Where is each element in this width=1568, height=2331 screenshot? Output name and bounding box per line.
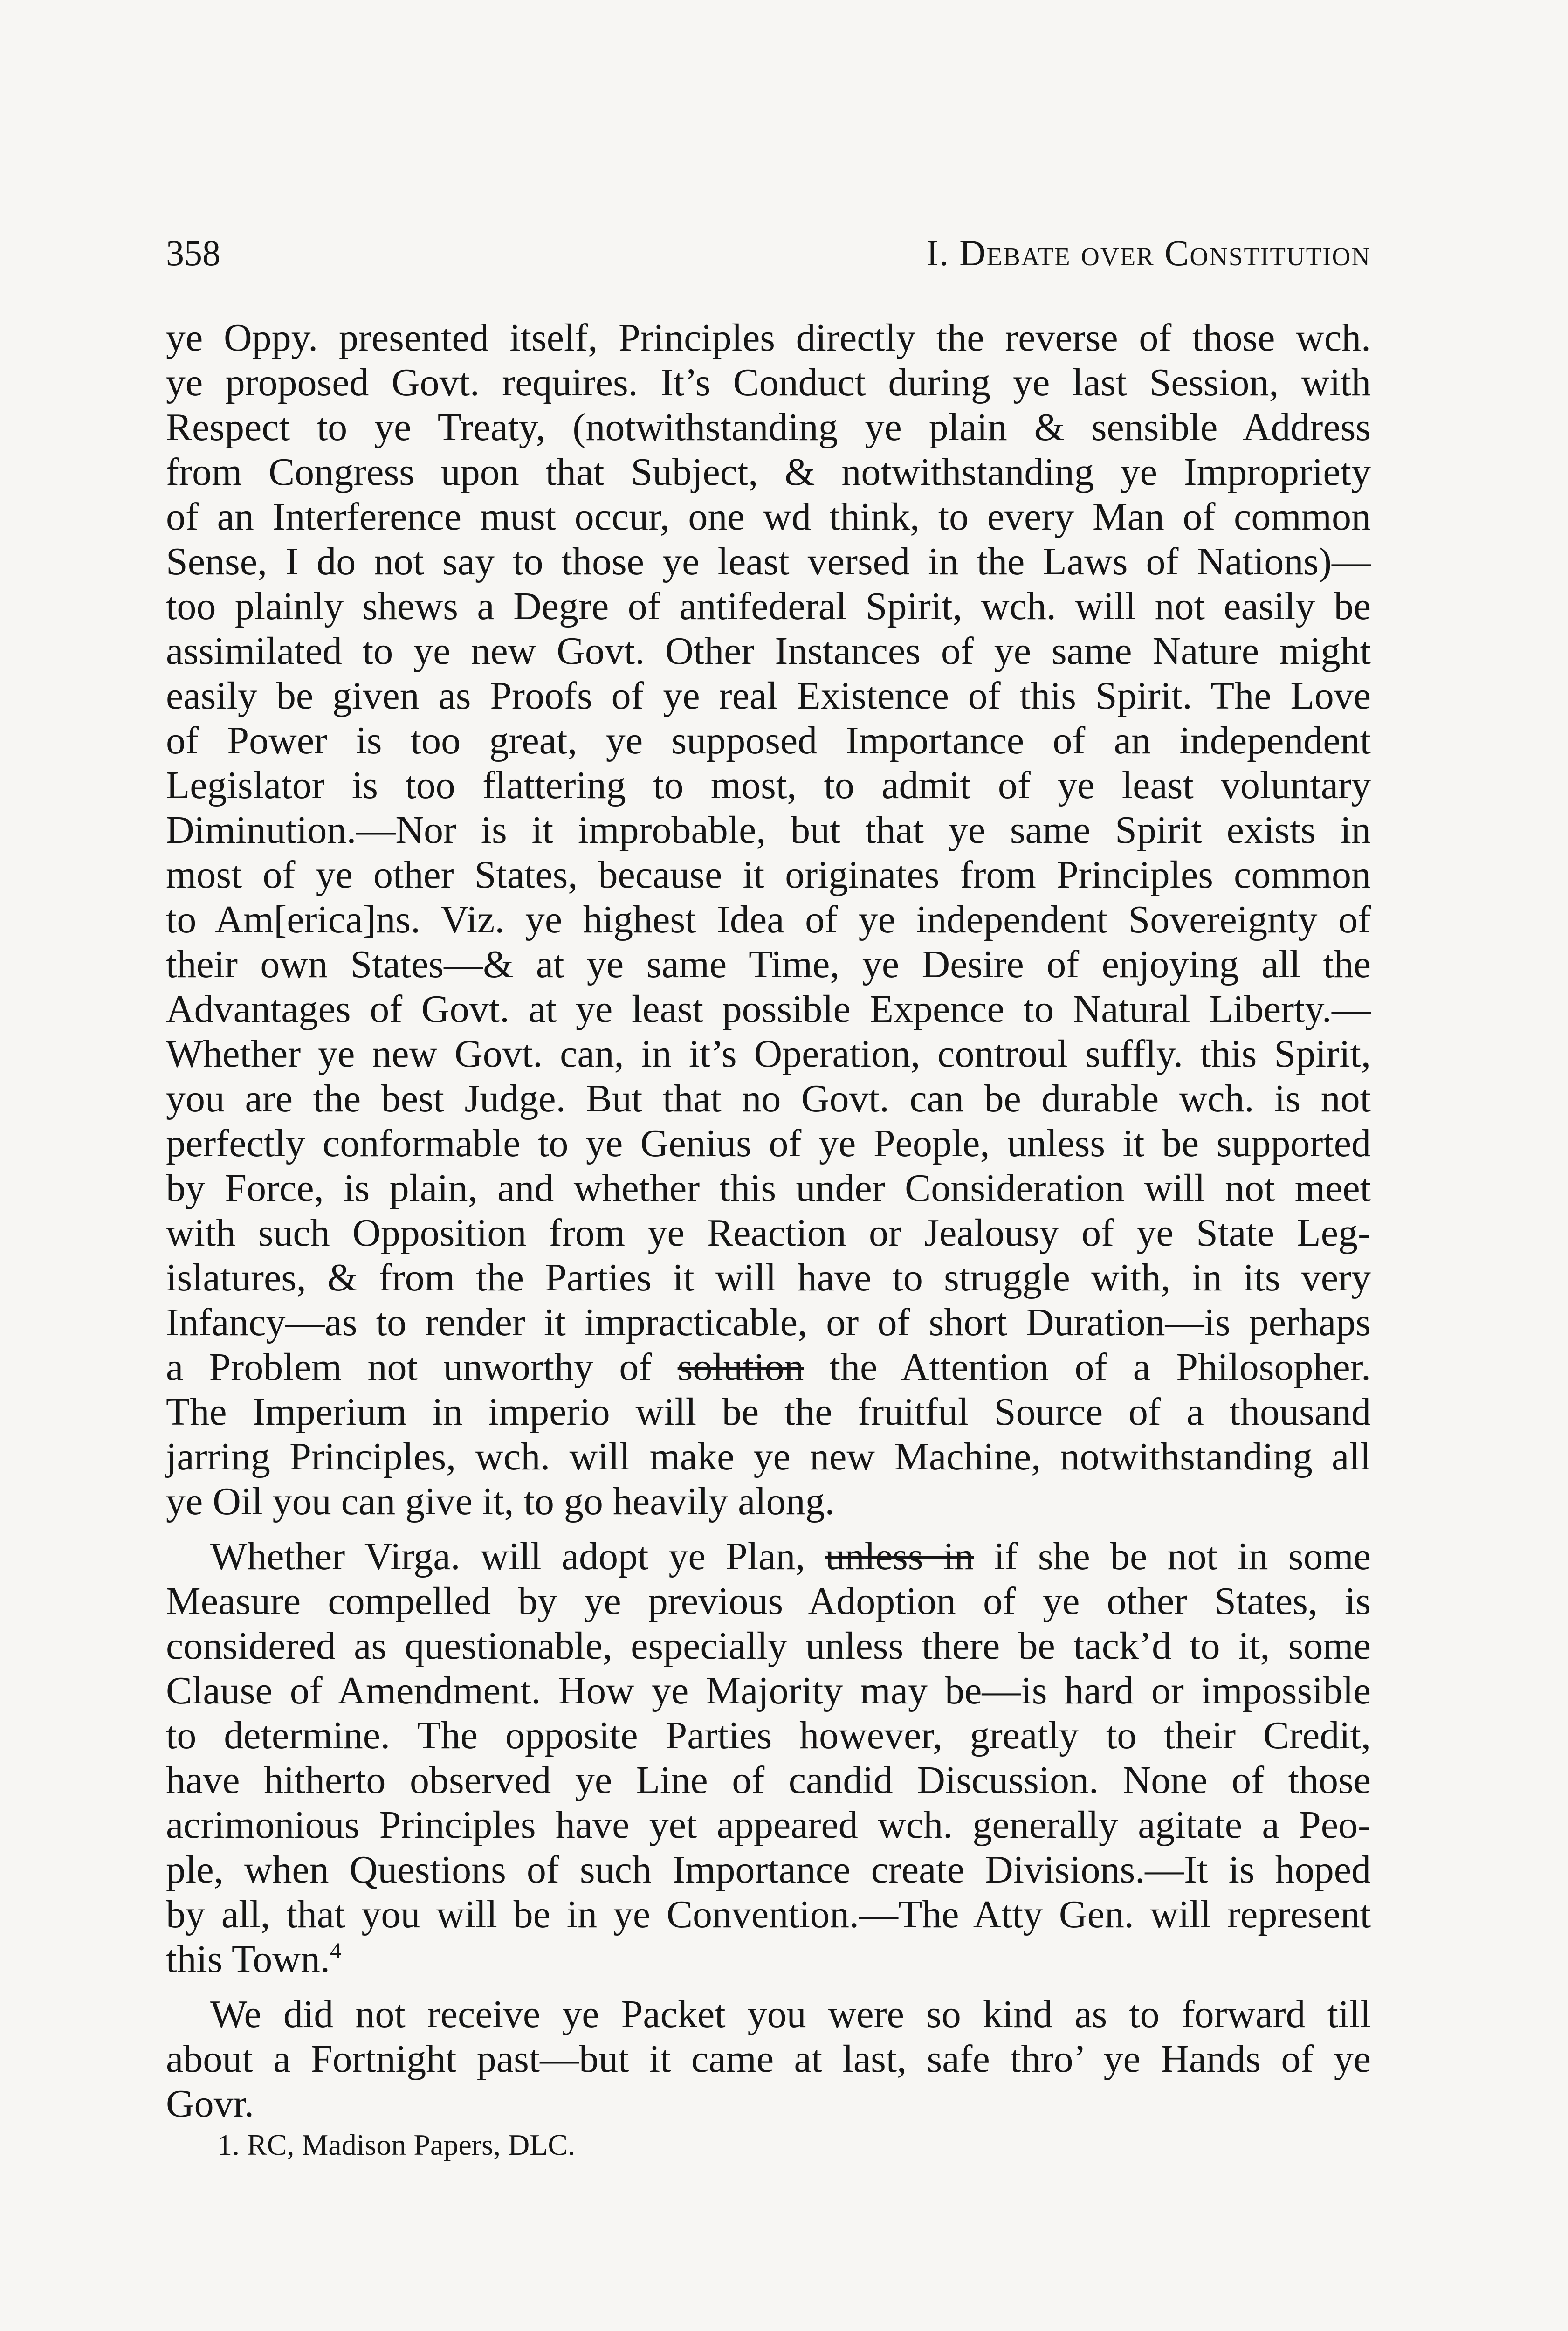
text-line: about a Fortnight past—but it came at last, safe thro’ ye Hands of ye xyxy=(166,2037,1371,2081)
text-line: Respect to ye Treaty, (notwithstanding ye plain & sensible Address xyxy=(166,406,1371,449)
text-line: considered as questionable, especially unless there be tack’d to it, some xyxy=(166,1624,1371,1668)
running-title: I. Debate over Constitution xyxy=(926,233,1371,273)
text-line: by Force, is plain, and whether this under Consideration will not meet xyxy=(166,1166,1371,1210)
text-line xyxy=(166,1937,1371,1982)
text-line: Measure compelled by ye previous Adoption of ye other States, is xyxy=(166,1579,1371,1623)
text-line: have hitherto observed ye Line of candid Discussion. None of those xyxy=(166,1759,1371,1802)
text-segment: Whether Virga. will adopt ye Plan, xyxy=(210,1535,825,1578)
text-line: ye Oppy. presented itself, Principles directly the reverse of those wch. xyxy=(166,316,1371,359)
text-line: assimilated to ye new Govt. Other Instances of ye same Nature might xyxy=(166,629,1371,673)
paragraph-3 xyxy=(166,1992,1371,2126)
text-line: most of ye other States, because it originates from Principles common xyxy=(166,853,1371,897)
footnote-reference: 4 xyxy=(330,1938,341,1963)
text-line: easily be given as Proofs of ye real Existence of this Spirit. The Love xyxy=(166,674,1371,717)
text-line: ye proposed Govt. requires. It’s Conduct during ye last Session, with xyxy=(166,361,1371,404)
text-line: islatures, & from the Parties it will have to struggle with, in its very xyxy=(166,1256,1371,1299)
text-line: Whether ye new Govt. can, in it’s Operation, controul suffly. this Spirit, xyxy=(166,1032,1371,1076)
text-line: ple, when Questions of such Importance create Divisions.—It is hoped xyxy=(166,1848,1371,1891)
text-line: acrimonious Principles have yet appeared wch. generally agitate a Peo- xyxy=(166,1803,1371,1847)
text-line: perfectly conformable to ye Genius of ye People, unless it be supported xyxy=(166,1122,1371,1165)
text-line: Legislator is too flattering to most, to admit of ye least voluntary xyxy=(166,764,1371,807)
footnote: 1. RC, Madison Papers, DLC. xyxy=(217,2128,575,2161)
text-line: to determine. The opposite Parties however, greatly to their Credit, xyxy=(166,1714,1371,1757)
running-head xyxy=(166,228,1371,279)
text-line: We did not receive ye Packet you were so kind as to forward till xyxy=(210,1993,1371,2036)
text-segment: the Attention of a Philosopher. xyxy=(804,1345,1371,1389)
text-line: Sense, I do not say to those ye least versed in the Laws of Nations)— xyxy=(166,540,1371,583)
text-line: of Power is too great, ye supposed Importance of an independent xyxy=(166,719,1371,762)
paragraph-2 xyxy=(166,1534,1371,1982)
text-line: Govr. xyxy=(166,2082,254,2125)
text-line-with-deletion xyxy=(166,1534,1371,1579)
struck-text: unless in xyxy=(825,1535,974,1578)
text-line: by all, that you will be in ye Convention.—The Atty Gen. will represent xyxy=(166,1893,1371,1936)
text-line: too plainly shews a Degre of antifederal Spirit, wch. will not easily be xyxy=(166,585,1371,628)
text-line: The Imperium in imperio will be the fruitful Source of a thousand xyxy=(166,1390,1371,1434)
text-line-with-deletion xyxy=(166,1345,1371,1390)
text-segment: this Town. xyxy=(166,1938,330,1981)
body-text xyxy=(166,316,1371,2126)
text-line: from Congress upon that Subject, & notwithstanding ye Impropriety xyxy=(166,450,1371,494)
text-line: you are the best Judge. But that no Govt. can be durable wch. is not xyxy=(166,1077,1371,1120)
text-line: of an Interference must occur, one wd think, to every Man of common xyxy=(166,495,1371,538)
text-line: their own States—& at ye same Time, ye Desire of enjoying all the xyxy=(166,943,1371,986)
struck-text: solution xyxy=(677,1345,804,1389)
text-line: jarring Principles, wch. will make ye new Machine, notwithstanding all xyxy=(166,1435,1371,1478)
paragraph-1 xyxy=(166,316,1371,1524)
text-segment: a Problem not unworthy of xyxy=(166,1345,678,1389)
paragraph-spacing xyxy=(166,1982,1371,1992)
text-segment: if she be not in some xyxy=(974,1535,1371,1578)
text-line: Diminution.—Nor is it improbable, but that ye same Spirit exists in xyxy=(166,808,1371,852)
text-line: ye Oil you can give it, to go heavily along. xyxy=(166,1480,835,1523)
text-line: Advantages of Govt. at ye least possible Expence to Natural Liberty.— xyxy=(166,987,1371,1031)
text-line: to Am[erica]ns. Viz. ye highest Idea of ye independent Sovereignty of xyxy=(166,898,1371,941)
text-line: Infancy—as to render it impracticable, or of short Duration—is perhaps xyxy=(166,1301,1371,1344)
text-line: Clause of Amendment. How ye Majority may be—is hard or impossible xyxy=(166,1669,1371,1712)
text-line: with such Opposition from ye Reaction or Jealousy of ye State Leg- xyxy=(166,1211,1371,1255)
paragraph-spacing xyxy=(166,1524,1371,1534)
page-number: 358 xyxy=(166,233,220,273)
